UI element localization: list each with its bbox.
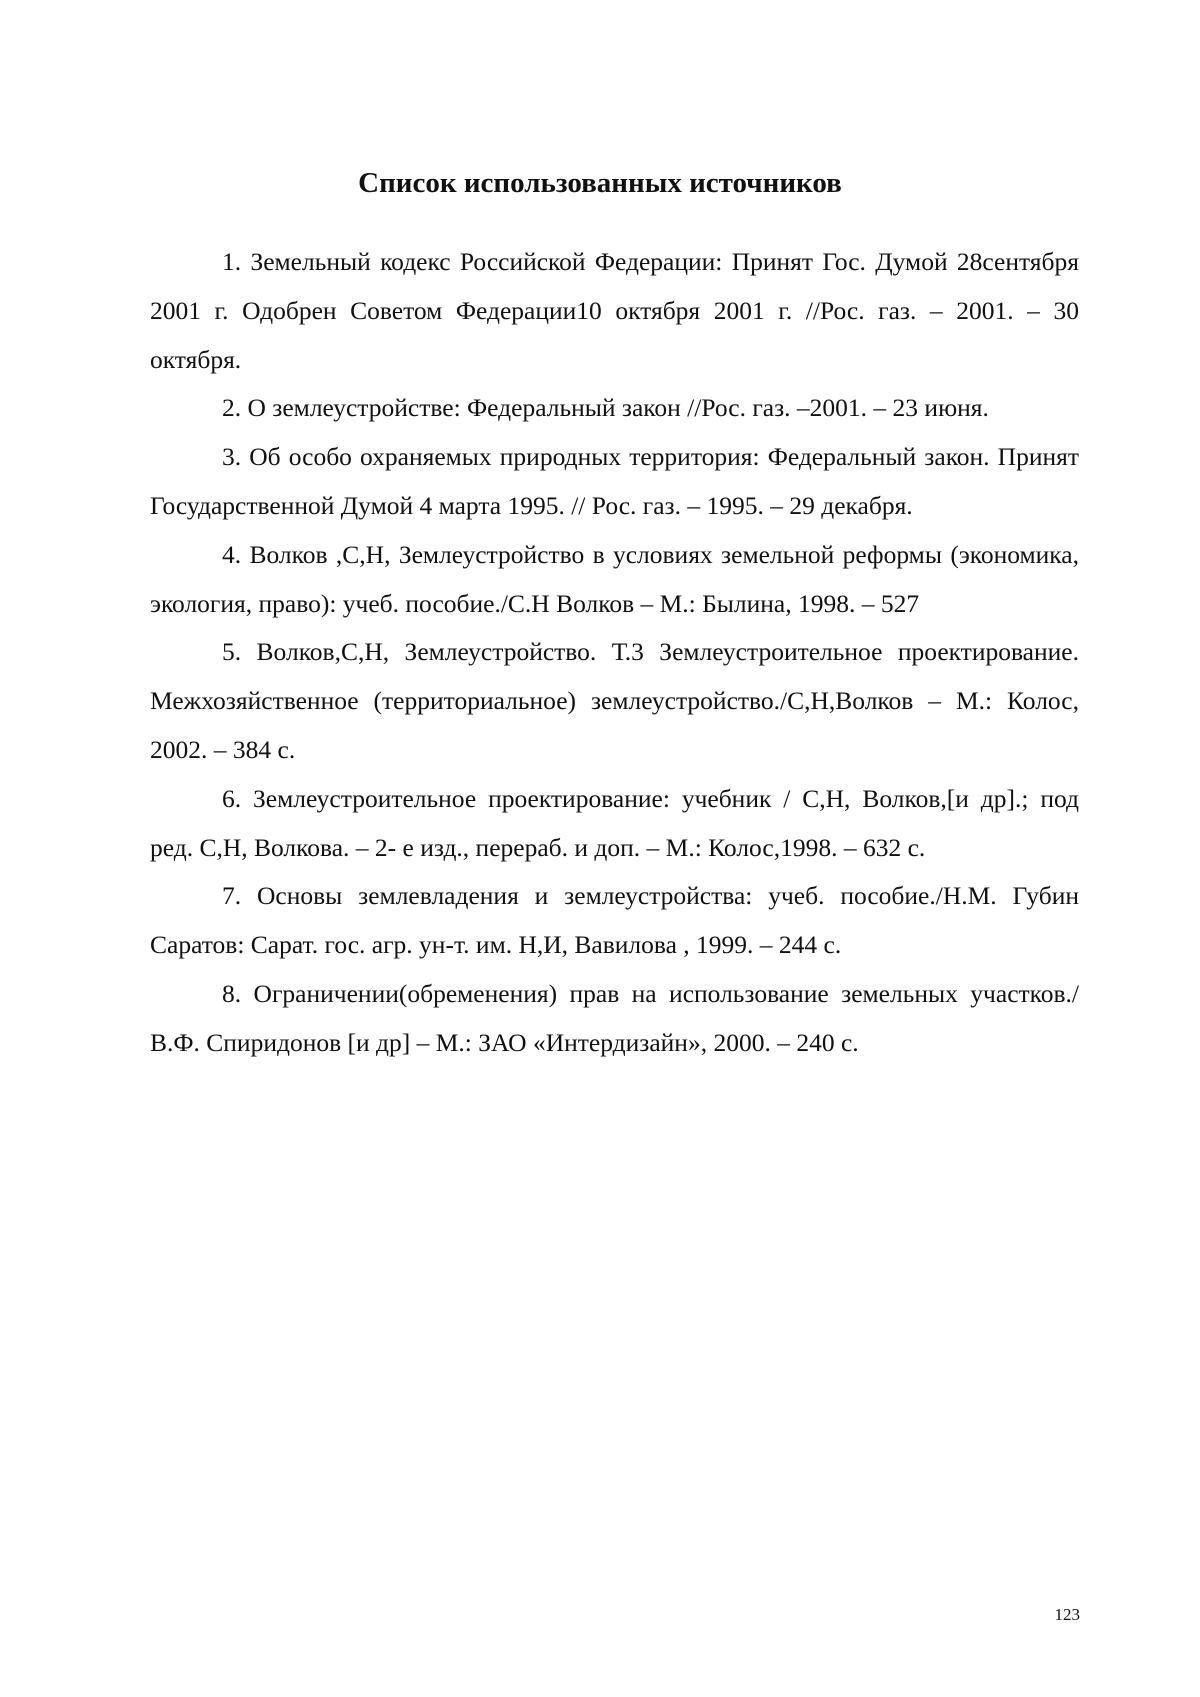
reference-item-6: 6. Землеустроительное проектирование: учебник / С,Н, Волков,[и др].; под ред. С,Н, Волкова. – 2- е изд., перераб. и доп. – М.: Колос,1998. – 632 с. (150, 783, 1079, 862)
references-list (150, 238, 1079, 1068)
reference-item-2: 2. О землеустройстве: Федеральный закон //Рос. газ. –2001. – 23 июня. (222, 393, 989, 423)
reference-item-7: 7. Основы землевладения и землеустройства: учеб. пособие./Н.М. Губин Саратов: Сарат. гос. агр. ун-т. им. Н,И, Вавилова , 1999. – 244 с. (150, 881, 1079, 960)
page-title: Список использованных источников (358, 167, 842, 199)
reference-item-4: 4. Волков ,С,Н, Землеустройство в условиях земельной реформы (экономика, экология, право): учеб. пособие./С.Н Волков – М.: Былина, 1998. – 527 (150, 539, 1079, 618)
reference-item-8: 8. Ограничении(обременения) прав на использование земельных участков./ В.Ф. Спиридонов [и др] – М.: ЗАО «Интердизайн», 2000. – 240 с. (150, 978, 1079, 1057)
page-number: 123 (1054, 1605, 1080, 1624)
reference-item-1: 1. Земельный кодекс Российской Федерации: Принят Гос. Думой 28сентября 2001 г. Одобрен Советом Федерации10 октября 2001 г. //Рос. газ. – 2001. – 30 октября. (150, 247, 1079, 374)
reference-item-3: 3. Об особо охраняемых природных территория: Федеральный закон. Принят Государственной Думой 4 марта 1995. // Рос. газ. – 1995. – 29 декабря. (150, 442, 1079, 520)
reference-item-5: 5. Волков,С,Н, Землеустройство. Т.3 Землеустроительное проектирование. Межхозяйственное (территориальное) землеустройство./С,Н,Волков – М.: Колос, 2002. – 384 с. (150, 637, 1079, 764)
